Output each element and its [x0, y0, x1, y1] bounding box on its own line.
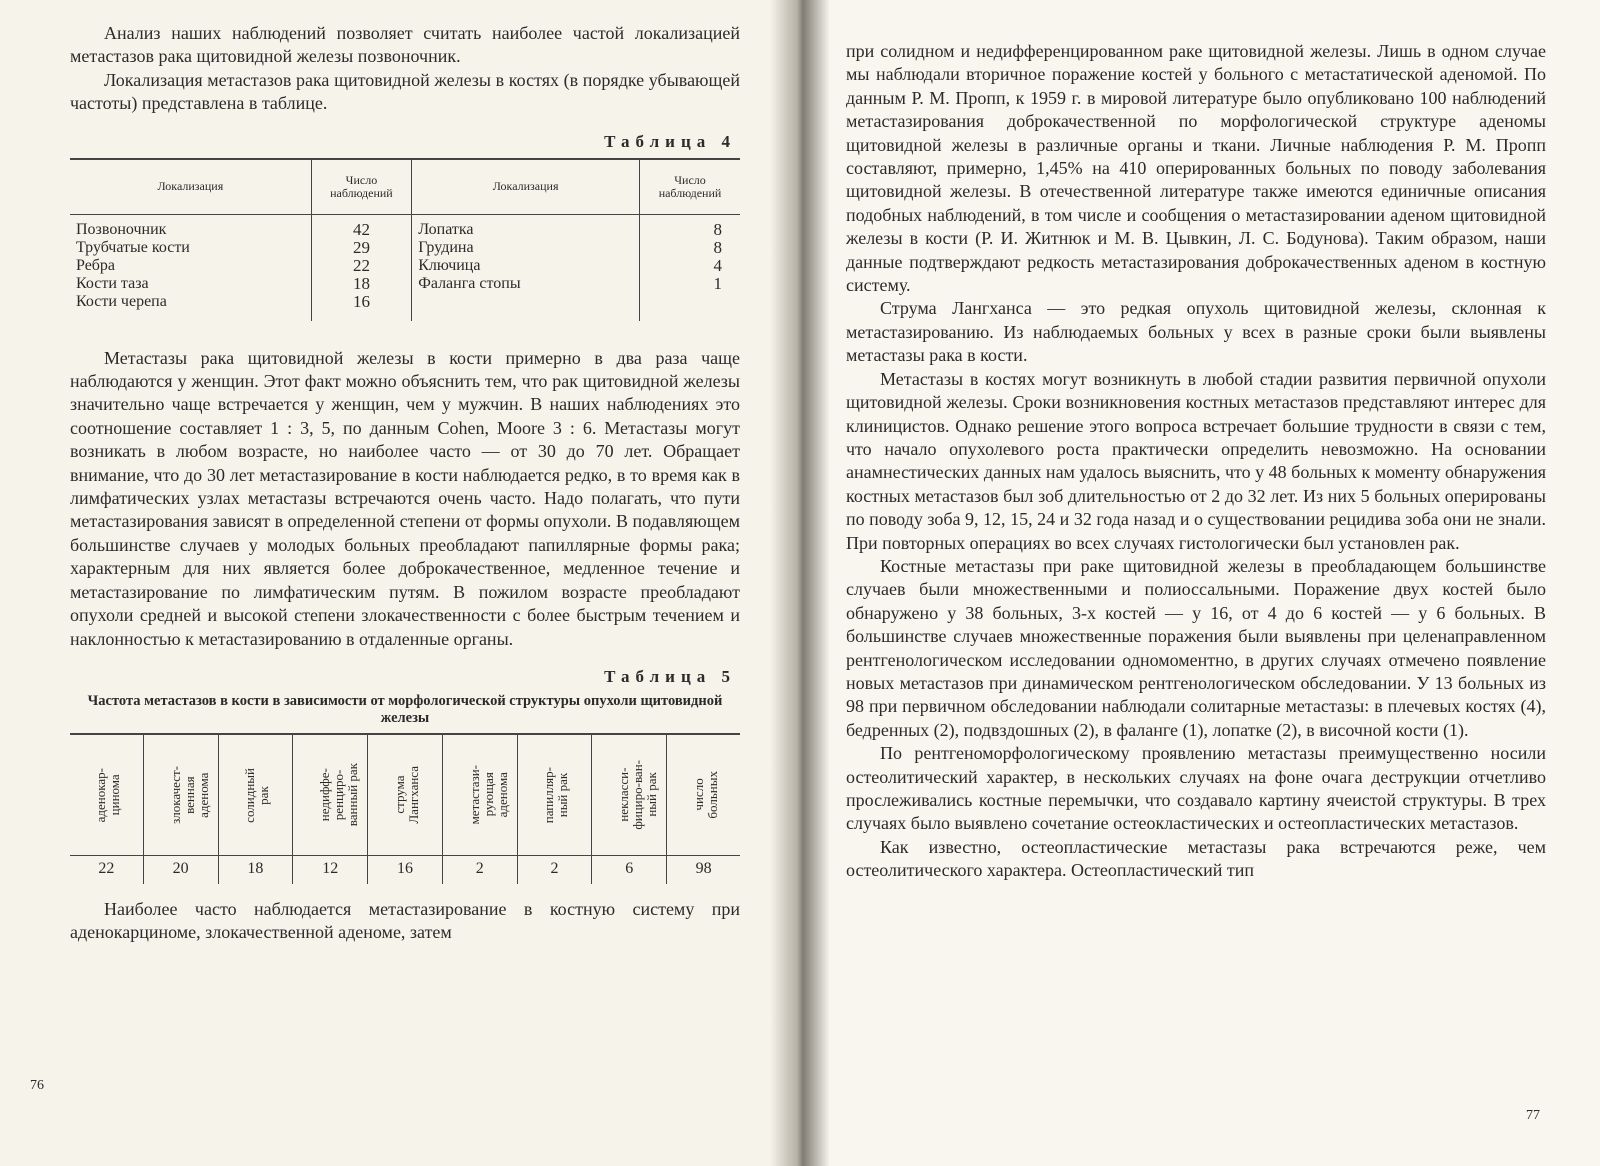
table-5-header-text: некласси- фициро-ван- ный рак — [616, 760, 660, 830]
table-4-col-localization-2 — [412, 214, 640, 321]
page-number: 76 — [30, 1078, 44, 1093]
table-5-header-text: папилляр- ный рак — [541, 766, 571, 824]
right-page — [790, 0, 1600, 1166]
table-5-cell: 2 — [442, 855, 517, 884]
paragraph: Наиболее часто наблюдается метастазирование в костную систему при аденокарциноме, злокачественной аденоме, затем — [70, 898, 740, 943]
table-5-header-text: солидный рак — [242, 767, 272, 823]
table-cell: 8 — [713, 237, 722, 257]
table-5-header-text: струма Лангханса — [391, 766, 421, 824]
table-5-header — [70, 734, 143, 856]
table-5-header-text: метастази- рующая аденома — [466, 765, 510, 825]
paragraph: Метастазы рака щитовидной железы в кости примерно в два раза чаще наблюдаются у женщин. Этот факт можно объяснить тем, что рак щитовидной железы значительно чаще встречается у женщин, чем у мужчин. В наших наблюдениях это соотношение составляет 1 : 3, 5, по данным Cohen, Moore 3 : 6. Метастазы могут возникать в любом возрасте, но наиболее часто — от 30 до 70 лет. Обращает внимание, что до 30 лет метастазирование в кости наблюдается редко, в то время как в лимфатических узлах метастазы встречаются очень часто. Надо полагать, что пути метастазирования зависят в определенной степени от формы опухоли. В подавляющем большинстве случаев у молодых больных преобладают папиллярные формы рака; характерным для них является более доброкачественное, медленное течение и метастазирование по лимфатическим путям. В пожилом возрасте преобладают опухоли средней и высокой степени злокачественности с более быстрым течением и наклонностью к метастазированию в отдаленные органы. — [70, 347, 740, 649]
table-4-col-count-2 — [639, 214, 740, 321]
table-4-col-localization-1 — [70, 214, 311, 321]
table-5-header — [218, 734, 293, 856]
table-4-header: Число наблюдений — [639, 159, 740, 215]
table-cell: 1 — [713, 273, 722, 293]
table-5 — [70, 733, 740, 884]
table-5-cell: 16 — [368, 855, 443, 884]
table-cell: 4 — [713, 255, 722, 275]
table-5-cell: 98 — [667, 855, 740, 884]
table-5-header — [592, 734, 667, 856]
table-cell: Ключица — [418, 256, 481, 274]
table-cell: 16 — [352, 291, 370, 311]
table-5-cell: 22 — [98, 859, 115, 877]
paragraph: Метастазы в костях могут возникнуть в любой стадии развития первичной опухоли щитовидной железы. Сроки возникновения костных метастазов представляют интерес для клиницистов. Однако решение этого вопроса встречает большие трудности в связи с тем, что начало опухолевого роста практически определить невозможно. На основании анамнестических данных нам удалось выяснить, что у 48 больных к моменту обнаружения костных метастазов был зоб длительностью от 2 до 32 лет. Из них 5 больных оперированы по поводу зоба 9, 12, 15, 24 и 32 года назад и о существовании рецидива зоба они не знали. При повторных операциях во всех случаях гистологически был установлен рак. — [846, 368, 1546, 553]
paragraph: при солидном и недифференцированном раке щитовидной железы. Лишь в одном случае мы наблюдали вторичное поражение костей у больного с метастатической аденомой. По данным Р. М. Пропп, к 1959 г. в мировой литературе было опубликовано 100 наблюдений метастазирования доброкачественной по морфологической структуре аденомы щитовидной железы в различные органы и ткани. Личные наблюдения Р. М. Пропп составляют, примерно, 1,45% на 410 оперированных больных по поводу заболевания щитовидной железы. В отечественной литературе также имеются единичные описания подобных наблюдений, в том числе и сообщения о метастазировании аденом щитовидной железы в кости (Р. И. Житнюк и М. В. Цывкин, Л. С. Бодунова). Таким образом, наши данные подтверждают редкость метастазирования доброкачественных аденом в костную систему. — [846, 41, 1546, 296]
table-5-header — [442, 734, 517, 856]
table-5-header-text: аденокар- цинома — [93, 767, 123, 823]
table-5-header — [517, 734, 592, 856]
table-cell: Ребра — [76, 256, 116, 274]
table-cell: Кости таза — [76, 274, 149, 292]
paragraph: Костные метастазы при раке щитовидной железы в преобладающем большинстве случаев были множественными и полиоссальными. Поражение двух костей было обнаружено у 38 больных, 3-х костей — у 16, от 4 до 6 костей — у 6 больных. В большинстве случаев множественные поражения были выявлены при целенаправленном рентгенологическом исследовании одномоментно, в других случаях отмечено появление новых метастазов при динамическом рентгенологическом обследовании. У 13 больных из 98 при первичном обследовании наблюдали солитарные метастазы: в плечевых костях (4), бедренных (2), подвздошных (2), в фаланге (1), лопатке (2), в височной кости (1). — [846, 555, 1546, 740]
table-cell: Трубчатые кости — [76, 238, 190, 256]
paragraph: Анализ наших наблюдений позволяет считать наиболее частой локализацией метастазов рака щитовидной железы позвоночник. — [70, 23, 740, 67]
page-number: 77 — [1526, 1108, 1540, 1123]
table-4-header: Число наблюдений — [311, 159, 412, 215]
table-5-header-text: число больных — [690, 771, 720, 819]
table-4-header: Локализация — [412, 159, 640, 215]
paragraph: Струма Лангханса — это редкая опухоль щитовидной железы, склонная к метастазированию. Из наблюдаемых больных у всех в разные сроки были выявлены метастазы рака в кости. — [846, 298, 1546, 366]
table-5-cell: 18 — [218, 855, 293, 884]
table-5-header — [667, 734, 740, 856]
table-cell: 8 — [713, 219, 722, 239]
table-cell: Фаланга стопы — [418, 274, 521, 292]
table-5-caption: Таблица 5 — [604, 666, 736, 686]
table-5-header-text: злокачест- венная аденома — [167, 765, 211, 824]
table-cell: Грудина — [418, 238, 474, 256]
table-cell: 22 — [352, 255, 370, 275]
table-5-cell: 12 — [293, 855, 368, 884]
table-5-cell: 6 — [592, 855, 667, 884]
paragraph: По рентгеноморфологическому проявлению метастазы преимущественно носили остеолитический характер, в нескольких случаях на фоне очага деструкции отчетливо прослеживались костные перемычки, что создавало картину ячеистой структуры. В трех случаях было выявлено сочетание остеокластических и остеопластических метастазов. — [846, 743, 1546, 834]
paragraph: Как известно, остеопластические метастазы рака встречаются реже, чем остеолитического характера. Остеопластический тип — [846, 836, 1546, 881]
table-cell: 29 — [352, 237, 370, 257]
table-5-header-text: недиффе- ренциро- ванный рак — [317, 763, 361, 827]
paragraph: Локализация метастазов рака щитовидной железы в костях (в порядке убывающей частоты) представлена в таблице. — [70, 69, 740, 114]
table-5-header — [368, 734, 443, 856]
table-cell: Лопатка — [418, 220, 474, 238]
table-4-header: Локализация — [70, 159, 311, 215]
table-5-title: Частота метастазов в кости в зависимости от морфологической структуры опухоли щитовидной железы — [87, 692, 723, 726]
table-5-header — [293, 734, 368, 856]
table-4-caption: Таблица 4 — [604, 131, 736, 151]
table-cell: Кости черепа — [76, 292, 167, 310]
table-cell: Позвоночник — [76, 220, 167, 238]
table-5-header — [143, 734, 218, 856]
table-5-cell: 2 — [517, 855, 592, 884]
table-4 — [70, 158, 740, 321]
left-page — [0, 0, 790, 1166]
table-cell: 18 — [352, 273, 370, 293]
table-5-cell: 20 — [143, 855, 218, 884]
table-cell: 42 — [352, 219, 370, 239]
table-4-col-count-1 — [311, 214, 412, 321]
